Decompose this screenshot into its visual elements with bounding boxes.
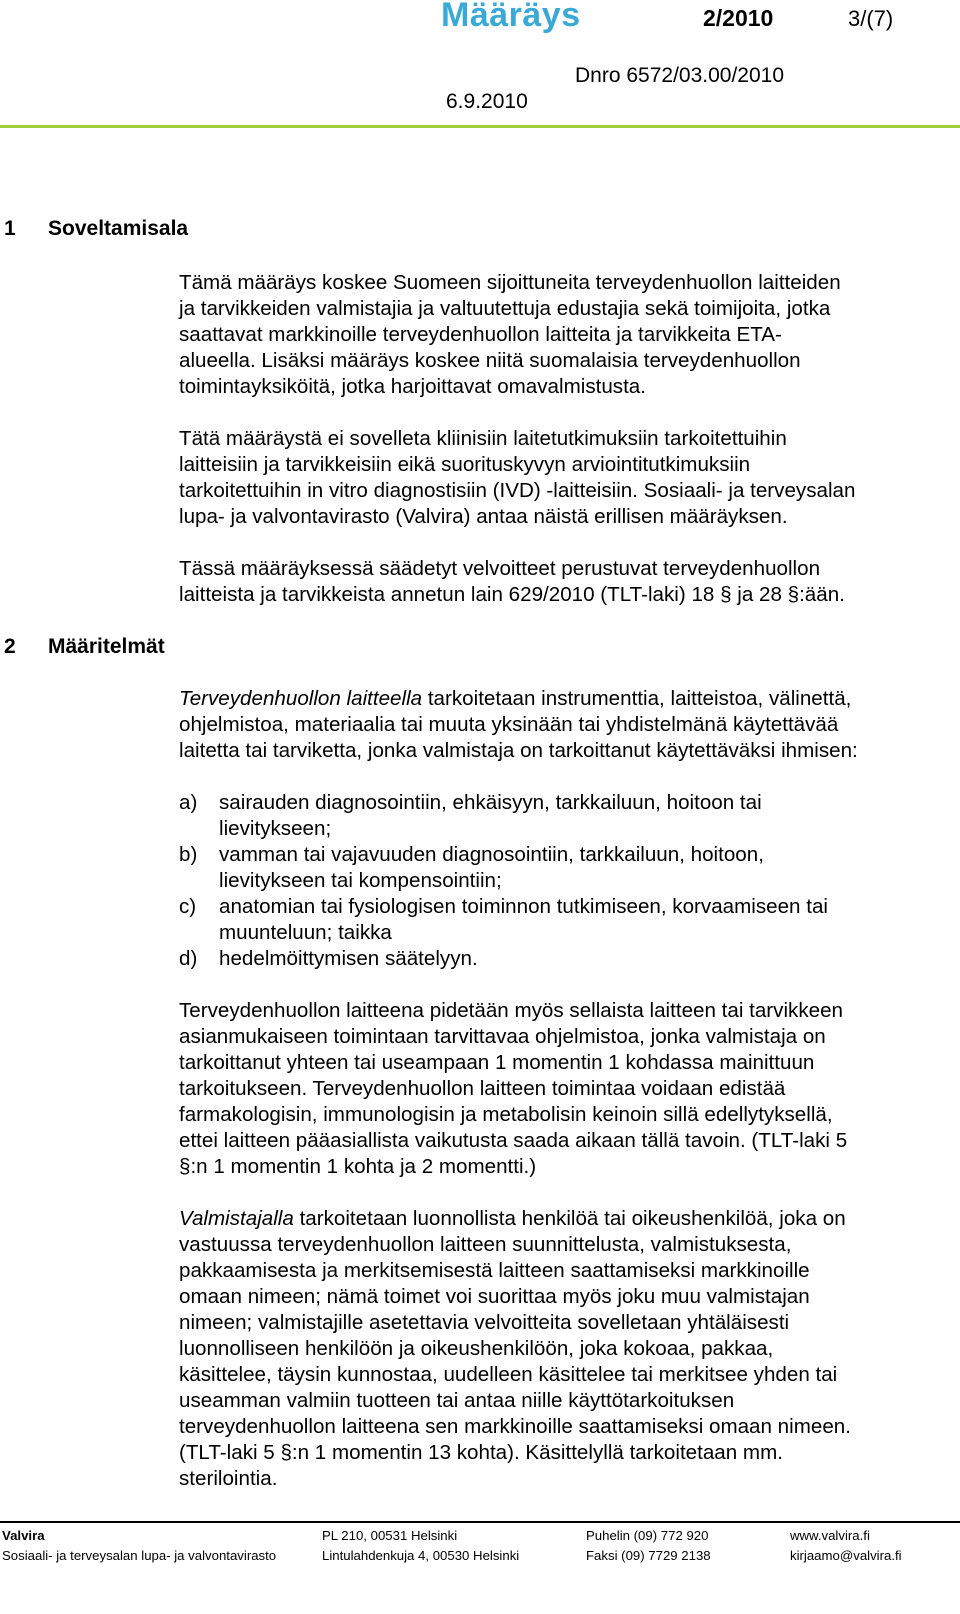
paragraph-scope-applicability (179, 270, 939, 400)
text-line: laitteista ja tarvikkeista annetun lain 629/2010 (TLT-laki) 18 § ja 28 §:ään. (179, 583, 845, 606)
text-line: asianmukaiseen toimintaan tarvittavaa ohjelmistoa, jonka valmistaja on (179, 1025, 826, 1048)
text-line: lupa- ja valvontavirasto (Valvira) antaa näistä erillisen määräyksen. (179, 505, 788, 528)
text-line: omaan nimeen; nämä toimet voi suorittaa myös joku muu valmistajan (179, 1285, 810, 1308)
text-line: ettei laitteen pääasiallista vaikutusta saada aikaan tällä tavoin. (TLT-laki 5 (179, 1129, 848, 1152)
text-line: sterilointia. (179, 1467, 278, 1490)
list-label: b) (179, 843, 198, 866)
text-line: (TLT-laki 5 §:n 1 momentin 13 kohta). Käsittelyllä tarkoitetaan mm. (179, 1441, 783, 1464)
footer-org-full: Sosiaali- ja terveysalan lupa- ja valvontavirasto (2, 1548, 277, 1563)
text-line: tarkoitettuihin in vitro diagnostisiin (IVD) -laitteisiin. Sosiaali- ja terveysalan (179, 479, 856, 502)
defined-term: Terveydenhuollon laitteella (179, 687, 423, 710)
text-line: tarkoitukseen. Terveydenhuollon laitteen toimintaa voidaan edistää (179, 1077, 786, 1100)
text-line (179, 1206, 939, 1232)
definition-list (179, 790, 939, 972)
section-title: Määritelmät (48, 635, 165, 658)
text-line: Tässä määräyksessä säädetyt velvoitteet perustuvat terveydenhuollon (179, 557, 821, 580)
text-line: nimeen; valmistajille asetettavia velvoitteita sovelletaan yhtäläisesti (179, 1311, 790, 1334)
section-heading-definitions (4, 635, 165, 659)
footer-email-link[interactable]: kirjaamo@valvira.fi (790, 1548, 902, 1563)
paragraph-device-definition (179, 686, 939, 764)
list-item (179, 894, 939, 920)
text-line: ohjelmistoa, materiaalia tai muuta yksinään tai yhdistelmänä käytettävää (179, 713, 839, 736)
paragraph-legal-basis (179, 556, 939, 608)
footer-po-box: PL 210, 00531 Helsinki (322, 1528, 458, 1543)
record-number: Dnro 6572/03.00/2010 (575, 64, 785, 87)
text-fragment: tarkoitetaan instrumenttia, laitteistoa, välinettä, (422, 687, 852, 710)
list-text: hedelmöittymisen säätelyyn. (219, 947, 478, 970)
text-line: Terveydenhuollon laitteena pidetään myös sellaista laitteen tai tarvikkeen (179, 999, 843, 1022)
list-label: d) (179, 947, 198, 970)
text-fragment: tarkoitetaan luonnollista henkilöä tai oikeushenkilöä, joka on (293, 1207, 846, 1230)
text-line: terveydenhuollon laitteena sen markkinoille saattamiseksi omaan nimeen. (179, 1415, 851, 1438)
section-heading-scope (4, 217, 188, 241)
text-line: laitteisiin ja tarvikkeisiin eikä suorituskyvyn arviointitutkimuksiin (179, 453, 751, 476)
text-line: alueella. Lisäksi määräys koskee niitä suomalaisia terveydenhuollon (179, 349, 801, 372)
list-item-continuation: muunteluun; taikka (219, 921, 392, 944)
footer-organization (2, 1526, 276, 1566)
list-label: a) (179, 791, 198, 814)
text-line: farmakologisin, immunologisin ja metabolisin keinoin sillä edellytyksellä, (179, 1103, 833, 1126)
text-line: useamman valmiin tuotteen tai antaa niille käyttötarkoituksen (179, 1389, 735, 1412)
footer-fax: Faksi (09) 7729 2138 (586, 1548, 711, 1563)
document-date: 6.9.2010 (446, 90, 528, 113)
defined-term: Valmistajalla (179, 1207, 294, 1230)
text-line: laitetta tai tarviketta, jonka valmistaja on tarkoittanut käytettäväksi ihmisen: (179, 739, 858, 762)
section-title: Soveltamisala (48, 217, 189, 240)
text-line (179, 686, 939, 712)
footer-website-link[interactable]: www.valvira.fi (790, 1528, 870, 1543)
header-divider (0, 125, 960, 128)
text-line: pakkaamisesta ja merkitsemisestä laitteen saattamiseksi markkinoille (179, 1259, 810, 1282)
footer-address (322, 1526, 519, 1566)
footer-street: Lintulahdenkuja 4, 00530 Helsinki (322, 1548, 520, 1563)
text-line: käsittelee, täysin kunnostaa, uudelleen käsittelee tai merkitsee yhden tai (179, 1363, 838, 1386)
list-item (179, 946, 939, 972)
page-number: 3/(7) (848, 6, 894, 31)
footer-phone: Puhelin (09) 772 920 (586, 1528, 709, 1543)
section-number: 2 (4, 635, 16, 658)
footer-divider (0, 1521, 960, 1523)
list-text: sairauden diagnosointiin, ehkäisyyn, tarkkailuun, hoitoon tai (219, 791, 762, 814)
list-item-continuation: lievitykseen; (219, 817, 332, 840)
footer-contacts (790, 1526, 902, 1566)
document-type-title: Määräys (441, 0, 581, 34)
footer-phones (586, 1526, 711, 1566)
section-number: 1 (4, 217, 16, 240)
list-text: vamman tai vajavuuden diagnosointiin, tarkkailuun, hoitoon, (219, 843, 764, 866)
paragraph-software-definition (179, 998, 939, 1180)
list-item (179, 790, 939, 816)
paragraph-scope-exclusions (179, 426, 939, 530)
text-line: vastuussa terveydenhuollon laitteen suunnittelusta, valmistuksesta, (179, 1233, 792, 1256)
paragraph-manufacturer-definition (179, 1206, 939, 1492)
list-label: c) (179, 895, 197, 918)
text-line: saattavat markkinoille terveydenhuollon laitteita ja tarvikkeita ETA- (179, 323, 782, 346)
text-line: §:n 1 momentin 1 kohta ja 2 momentti.) (179, 1155, 537, 1178)
text-line: tarkoittanut yhteen tai useampaan 1 momentin 1 kohdassa mainittuun (179, 1051, 815, 1074)
text-line: ja tarvikkeiden valmistajia ja valtuutettuja edustajia sekä toimijoita, jotka (179, 297, 831, 320)
text-line: luonnolliseen henkilöön ja oikeushenkilöön, joka kokoaa, pakkaa, (179, 1337, 774, 1360)
regulation-number: 2/2010 (703, 5, 774, 31)
list-item-continuation: lievitykseen tai kompensointiin; (219, 869, 502, 892)
list-text: anatomian tai fysiologisen toiminnon tutkimiseen, korvaamiseen tai (219, 895, 828, 918)
text-line: Tämä määräys koskee Suomeen sijoittuneita terveydenhuollon laitteiden (179, 271, 841, 294)
list-item (179, 842, 939, 868)
text-line: Tätä määräystä ei sovelleta kliinisiin laitetutkimuksiin tarkoitettuihin (179, 427, 787, 450)
text-line: toimintayksiköitä, jotka harjoittavat omavalmistusta. (179, 375, 646, 398)
footer-org-short: Valvira (2, 1528, 45, 1543)
